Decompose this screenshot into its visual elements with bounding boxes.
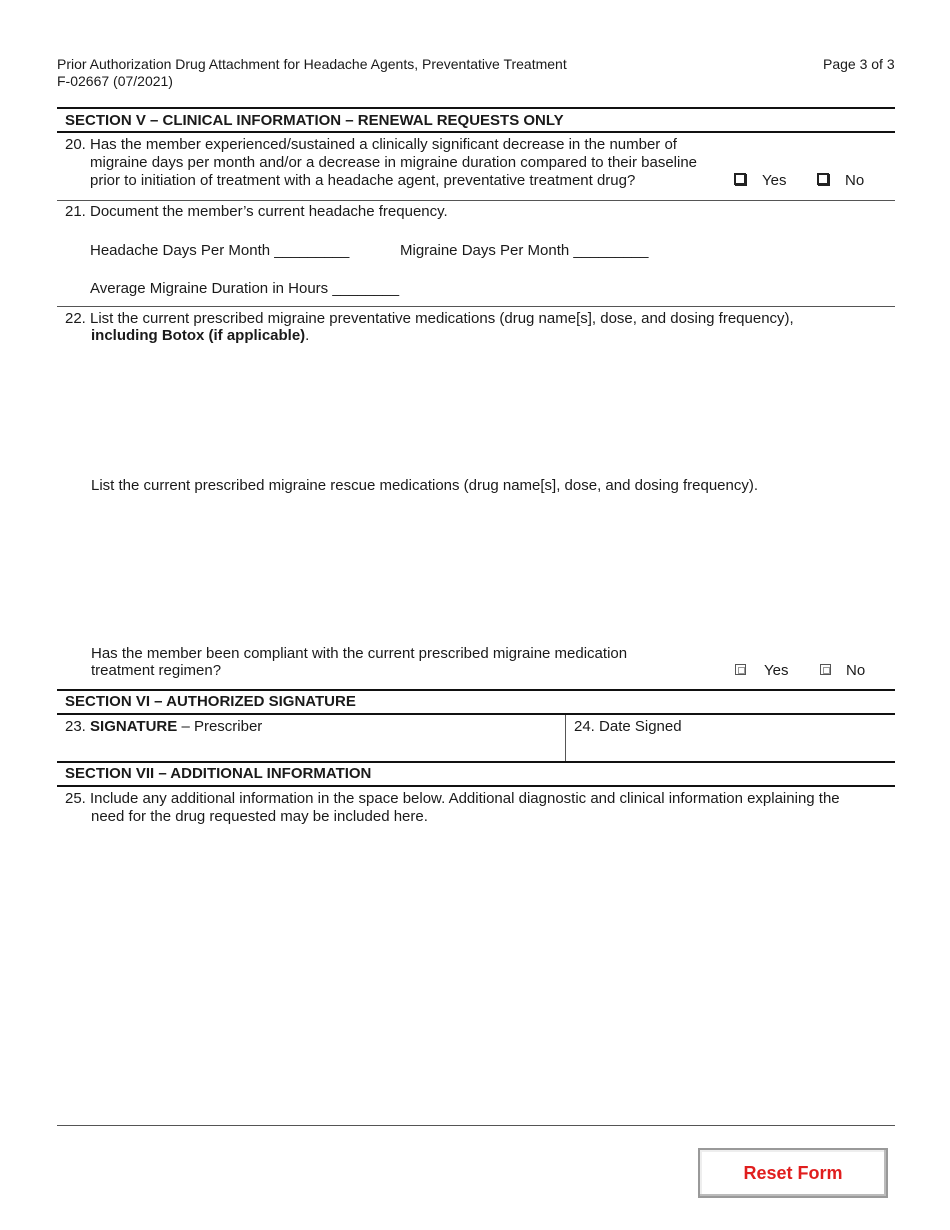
section-rule [57,689,895,691]
q20-line1: Has the member experienced/sustained a clinically significant decrease in the number of [90,136,677,153]
section-7-title: SECTION VII – ADDITIONAL INFORMATION [65,765,372,782]
q25-line2: need for the drug requested may be included here. [91,808,428,825]
rescue-medications-area[interactable] [90,500,890,635]
q20-line3: prior to initiation of treatment with a headache agent, preventative treatment drug? [90,172,636,189]
compliance-line2: treatment regimen? [91,662,222,679]
signature-label [65,718,262,736]
q20-no-label: No [845,172,865,189]
migraine-days-field[interactable]: Migraine Days Per Month _________ [400,242,649,259]
date-signed-label: 24. Date Signed [574,718,682,735]
form-number: F-02667 (07/2021) [57,73,173,89]
rescue-medications-prompt: List the current prescribed migraine rescue medications (drug name[s], dose, and dosing frequency). [91,477,759,494]
compliance-no-checkbox[interactable] [820,664,831,675]
date-signed-field[interactable] [572,738,892,760]
preventative-medications-area[interactable] [90,350,890,470]
section-6-title: SECTION VI – AUTHORIZED SIGNATURE [65,693,356,710]
row-divider [57,200,895,201]
q25-number: 25. [65,790,86,807]
q21-text: Document the member’s current headache frequency. [90,203,448,220]
footer-rule [57,1125,895,1126]
compliance-no-label: No [846,662,866,679]
q23-number: 23. [65,718,86,735]
q20-number: 20. [65,136,86,153]
compliance-yes-checkbox[interactable] [735,664,746,675]
additional-info-area[interactable] [60,835,890,1120]
q22-line2-end: . [305,327,310,344]
column-divider [565,715,566,761]
reset-form-button[interactable]: Reset Form [698,1148,888,1198]
q21-number: 21. [65,203,86,220]
q20-line2: migraine days per month and/or a decrease in migraine duration compared to their baseline [90,154,698,171]
q23-rest: – Prescriber [181,718,263,735]
section-rule [57,713,895,715]
compliance-yes-label: Yes [764,662,789,679]
q22-bold-text: including Botox (if applicable) [91,327,306,344]
q23-bold: SIGNATURE [90,718,178,735]
compliance-line1: Has the member been compliant with the current prescribed migraine medication [91,645,628,662]
row-divider [57,306,895,307]
section-rule [57,761,895,763]
q22-line2 [91,327,309,345]
q20-no-checkbox[interactable] [817,173,829,185]
q20-yes-checkbox[interactable] [734,173,746,185]
headache-days-field[interactable]: Headache Days Per Month _________ [90,242,350,259]
section-rule [57,785,895,787]
form-title: Prior Authorization Drug Attachment for Headache Agents, Preventative Treatment [57,56,567,72]
signature-field[interactable] [57,738,565,760]
q22-line1: List the current prescribed migraine preventative medications (drug name[s], dose, and dosing frequency), [90,310,794,327]
q22-number: 22. [65,310,86,327]
section-rule [57,107,895,109]
section-rule [57,131,895,133]
q25-line1: Include any additional information in the space below. Additional diagnostic and clinical information explaining the [90,790,840,807]
section-5-title: SECTION V – CLINICAL INFORMATION – RENEWAL REQUESTS ONLY [65,112,564,129]
migraine-duration-field[interactable]: Average Migraine Duration in Hours ________ [90,280,400,297]
q20-yes-label: Yes [762,172,787,189]
page-number: Page 3 of 3 [823,56,895,72]
